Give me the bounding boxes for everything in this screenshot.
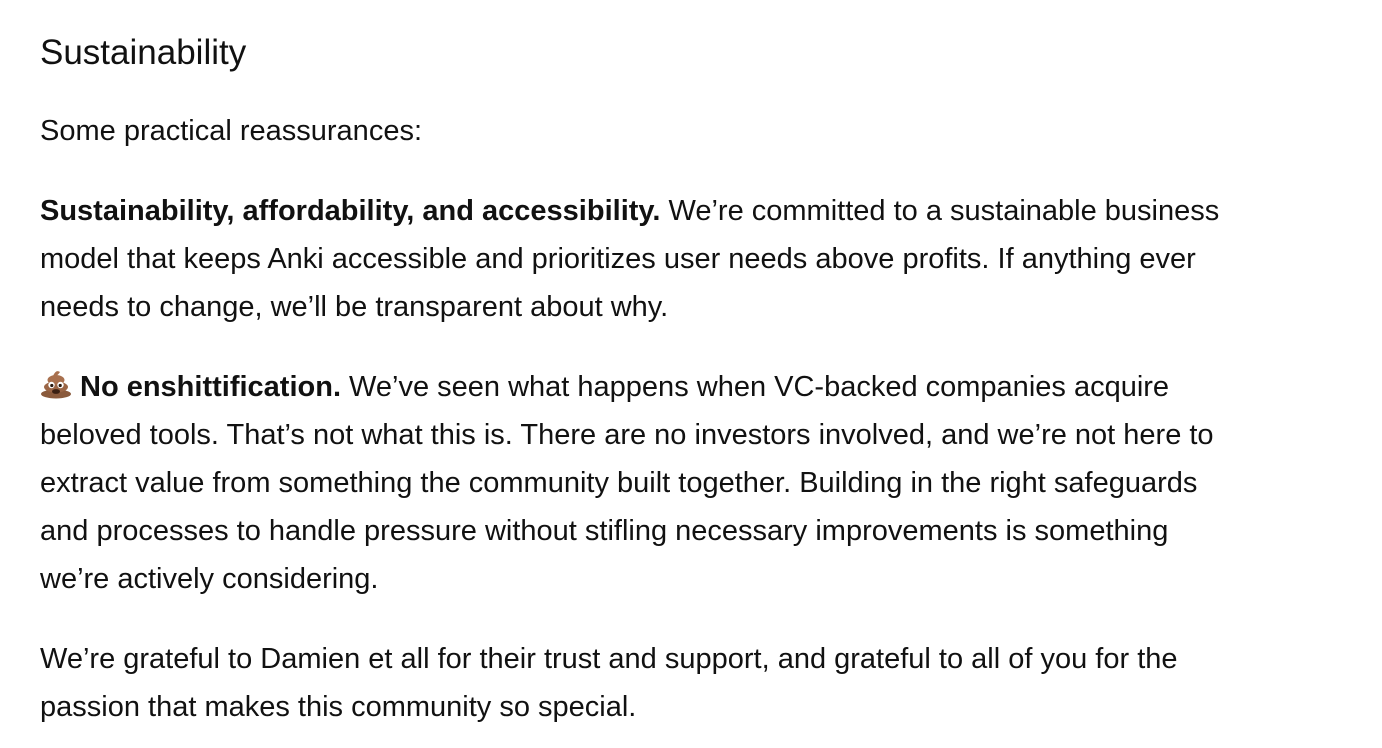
section-heading: Sustainability	[40, 33, 247, 72]
paragraph-line: and processes to handle pressure without stifling necessary improvements is something	[40, 515, 1169, 547]
paragraph-line: needs to change, we’ll be transparent about why.	[40, 291, 669, 323]
sustainability-bold-lead: Sustainability, affordability, and accessibility.	[40, 195, 661, 227]
paragraph-text: We’re committed to a sustainable business	[660, 195, 1220, 227]
paragraph-line: We’re grateful to Damien et all for their trust and support, and grateful to all of you for the	[40, 643, 1178, 675]
paragraph-line: model that keeps Anki accessible and prioritizes user needs above profits. If anything ever	[40, 243, 1196, 275]
paragraph-line	[40, 187, 1360, 235]
paragraph-line: passion that makes this community so special.	[40, 691, 637, 723]
paragraph-text: We’ve seen what happens when VC-backed companies acquire	[341, 371, 1170, 403]
no-enshittification-paragraph	[40, 363, 1360, 603]
sustainability-paragraph	[40, 187, 1360, 331]
closing-paragraph	[40, 635, 1360, 731]
pile-of-poo-icon	[40, 369, 72, 399]
intro-paragraph: Some practical reassurances:	[40, 115, 422, 147]
paragraph-line: extract value from something the community built together. Building in the right safeguards	[40, 467, 1198, 499]
enshittification-bold-lead: No enshittification.	[80, 371, 341, 403]
paragraph-line: we’re actively considering.	[40, 563, 379, 595]
paragraph-line	[40, 363, 1360, 411]
paragraph-line: beloved tools. That’s not what this is. There are no investors involved, and we’re not here to	[40, 419, 1214, 451]
